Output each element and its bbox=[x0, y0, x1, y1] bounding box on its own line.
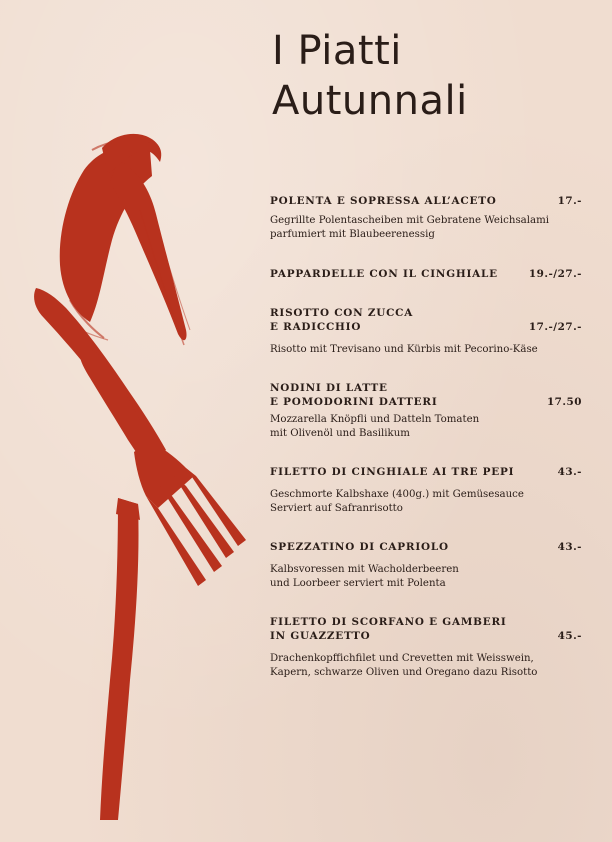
menu-item bbox=[270, 381, 582, 441]
menu-item-header bbox=[270, 540, 582, 554]
menu-item bbox=[270, 540, 582, 591]
dish-price: 43.- bbox=[557, 541, 582, 553]
dish-price: 45.- bbox=[557, 630, 582, 642]
menu-item-header bbox=[270, 306, 582, 334]
menu-item bbox=[270, 194, 582, 242]
dish-name: NODINI DI LATTE E POMODORINI DATTERI bbox=[270, 382, 438, 408]
dish-price: 17.- bbox=[557, 195, 582, 207]
menu-item-header bbox=[270, 615, 582, 643]
dish-description: Kalbsvoressen mit Wacholderbeeren und Loorbeer serviert mit Polenta bbox=[270, 564, 459, 589]
dish-price: 17.50 bbox=[546, 396, 582, 408]
dish-price: 17.-/27.- bbox=[528, 321, 582, 333]
dish-description: Drachenkopffichfilet und Crevetten mit Weisswein, Kapern, schwarze Oliven und Oregano dazu Risotto bbox=[270, 653, 538, 678]
dish-name: SPEZZATINO DI CAPRIOLO bbox=[270, 541, 449, 553]
dish-description: Risotto mit Trevisano und Kürbis mit Pecorino-Käse bbox=[270, 344, 538, 355]
menu-item bbox=[270, 615, 582, 680]
fork-icon bbox=[80, 349, 246, 586]
menu-item-header bbox=[270, 194, 582, 208]
title-line: I Piatti bbox=[272, 28, 402, 74]
menu-item bbox=[270, 306, 582, 357]
menu-item-header bbox=[270, 381, 582, 409]
title-line: Autunnali bbox=[272, 78, 468, 124]
menu-item bbox=[270, 267, 582, 281]
dish-price: 43.- bbox=[557, 466, 582, 478]
page-title bbox=[272, 26, 602, 126]
dish-name: FILETTO DI CINGHIALE AI TRE PEPI bbox=[270, 466, 515, 478]
menu-list bbox=[270, 194, 582, 680]
dish-description: Gegrillte Polentascheiben mit Gebratene Weichsalami parfumiert mit Blaubeerenessig bbox=[270, 215, 549, 240]
dish-name: PAPPARDELLE CON IL CINGHIALE bbox=[270, 268, 498, 280]
menu-item-header bbox=[270, 465, 582, 479]
menu-item-header bbox=[270, 267, 582, 281]
dish-description: Geschmorte Kalbshaxe (400g.) mit Gemüsesauce Serviert auf Safranrisotto bbox=[270, 489, 524, 514]
dish-price: 19.-/27.- bbox=[528, 268, 582, 280]
dish-description: Mozzarella Knöpfli und Datteln Tomaten mit Olivenöl und Basilikum bbox=[270, 414, 480, 439]
menu-item bbox=[270, 465, 582, 516]
dish-name: FILETTO DI SCORFANO E GAMBERI IN GUAZZETTO bbox=[270, 616, 507, 642]
bird-icon bbox=[60, 134, 190, 345]
dish-name: POLENTA E SOPRESSA ALL’ACETO bbox=[270, 195, 497, 207]
dish-name: RISOTTO CON ZUCCA E RADICCHIO bbox=[270, 307, 414, 333]
